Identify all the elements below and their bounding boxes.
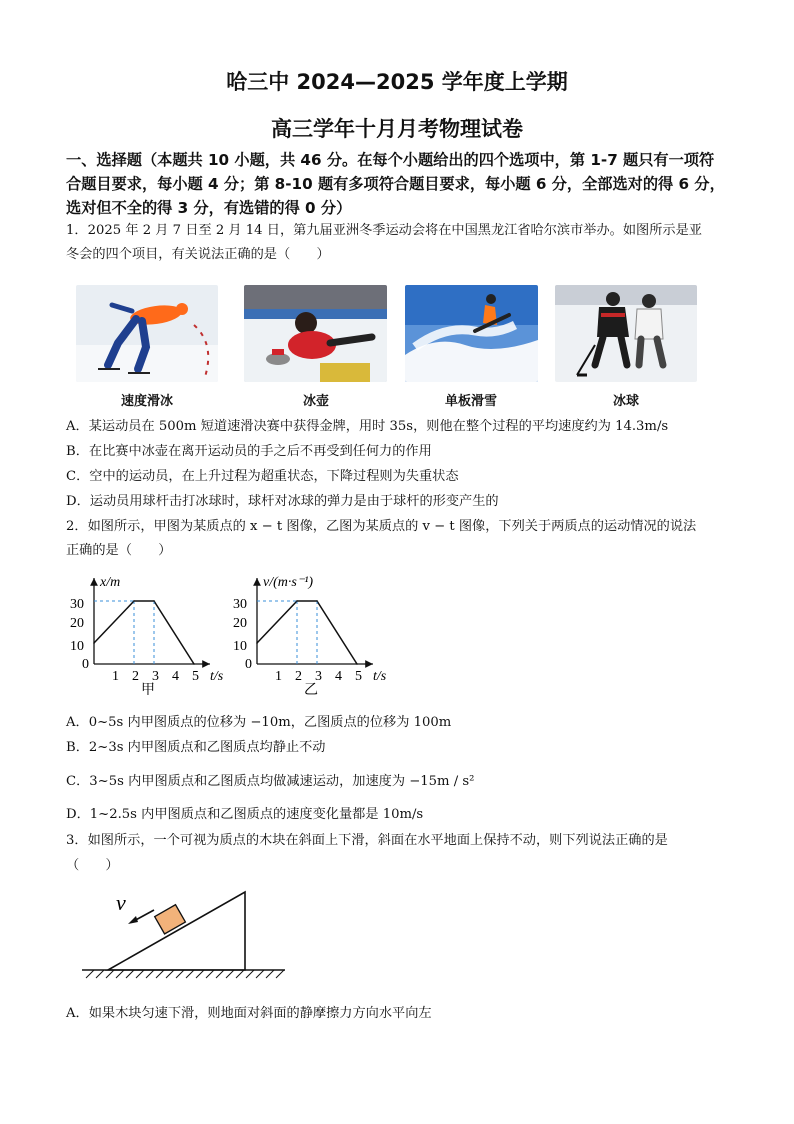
x-tick-label: 2 — [295, 669, 302, 684]
y-tick-label: 20 — [70, 616, 84, 631]
graph-name: 甲 — [141, 683, 155, 695]
q2-option-d: D．1~2.5s 内甲图质点和乙图质点的速度变化量都是 10m/s — [66, 807, 424, 822]
photo-caption-2: 冰壶 — [302, 394, 329, 409]
x-tick-label: 1 — [112, 669, 119, 684]
graph-jia — [70, 570, 240, 699]
speed-skater-icon — [76, 285, 218, 382]
data-point — [256, 642, 258, 644]
photo-caption-4: 冰球 — [612, 394, 639, 409]
section-line-1: 一、选择题（本题共 10 小题，共 46 分。在每个小题给出的四个选项中，第 1-7 题只有一项符 — [66, 151, 715, 169]
y-axis-label: x/m — [100, 575, 121, 590]
q3-stem-line1: 3．如图所示，一个可视为质点的木块在斜面上下滑，斜面在水平地面上保持不动，则下列说法正确的是 — [66, 833, 668, 848]
q1-option-d: D．运动员用球杆击打冰球时，球杆对冰球的弹力是由于球杆的形变产生的 — [66, 494, 499, 509]
snowboarder-icon — [405, 285, 538, 382]
wooden-block — [155, 905, 186, 934]
q2-option-a: A．0~5s 内甲图质点的位移为 −10m，乙图质点的位移为 100m — [66, 715, 452, 730]
incline-wedge — [108, 892, 245, 970]
exam-title-line2: 高三学年十月月考物理试卷 — [271, 117, 523, 141]
y-tick-label: 10 — [233, 639, 247, 654]
q3-option-a: A．如果木块匀速下滑，则地面对斜面的静摩擦力方向水平向左 — [66, 1006, 432, 1021]
graph-yi — [233, 570, 403, 699]
hockey-players-icon — [555, 285, 697, 382]
q3-stem-line2: （ ） — [66, 858, 119, 873]
q2-option-b: B．2~3s 内甲图质点和乙图质点均静止不动 — [66, 740, 326, 755]
incline-figure — [80, 880, 290, 984]
series-line — [257, 601, 357, 664]
photo-caption-1: 速度滑冰 — [120, 394, 173, 409]
exam-title-line1: 哈三中 2024—2025 学年度上学期 — [226, 70, 568, 94]
q1-option-a: A．某运动员在 500m 短道速滑决赛中获得金牌，用时 35s，则他在整个过程的平均速度约为 14.3m/s — [66, 419, 669, 434]
x-tick-label: 2 — [132, 669, 139, 684]
data-point — [316, 600, 318, 602]
q1-stem-line1: 1．2025 年 2 月 7 日至 2 月 14 日，第九届亚洲冬季运动会将在中国黑龙江省哈尔滨市举办。如图所示是亚 — [66, 223, 702, 238]
q1-option-b: B．在比赛中冰壶在离开运动员的手之后不再受到任何力的作用 — [66, 444, 432, 459]
q1-stem-line2: 冬会的四个项目，有关说法正确的是（ ） — [66, 247, 330, 262]
y-tick-label: 30 — [233, 597, 247, 612]
x-tick-label: 3 — [315, 669, 322, 684]
origin-label: 0 — [82, 657, 89, 672]
velocity-arrowhead — [128, 916, 138, 924]
x-tick-label: 4 — [172, 669, 179, 684]
x-tick-label: 5 — [355, 669, 362, 684]
q2-stem-line1: 2．如图所示，甲图为某质点的 x − t 图像，乙图为某质点的 v − t 图像，下列关于两质点的运动情况的说法 — [66, 519, 697, 534]
data-point — [296, 600, 298, 602]
graph-name: 乙 — [304, 683, 318, 695]
data-point — [193, 663, 195, 665]
q1-option-c: C．空中的运动员，在上升过程为超重状态，下降过程则为失重状态 — [66, 469, 459, 484]
curler-icon — [244, 285, 387, 382]
data-point — [153, 600, 155, 602]
origin-label: 0 — [245, 657, 252, 672]
x-axis-label: t/s — [210, 669, 224, 684]
photo-caption-3: 单板滑雪 — [444, 394, 497, 409]
section-instructions — [66, 148, 736, 220]
y-tick-label: 30 — [70, 597, 84, 612]
data-point — [93, 642, 95, 644]
section-line-2: 合题目要求，每小题 4 分；第 8-10 题有多项符合题目要求，每小题 6 分，全部选对的得 6 分， — [66, 175, 725, 193]
q2-option-c: C．3~5s 内甲图质点和乙图质点均做减速运动，加速度为 −15m / s² — [66, 774, 475, 789]
x-axis-label: t/s — [373, 669, 387, 684]
x-tick-label: 4 — [335, 669, 342, 684]
y-axis-label: v/(m·s⁻¹) — [263, 575, 314, 590]
ground-hatching — [86, 970, 284, 978]
y-tick-label: 20 — [233, 616, 247, 631]
x-tick-label: 1 — [275, 669, 282, 684]
data-point — [356, 663, 358, 665]
x-tick-label: 5 — [192, 669, 199, 684]
velocity-label: v — [116, 890, 126, 915]
section-line-3: 选对但不全的得 3 分，有选错的得 0 分） — [66, 199, 352, 217]
data-point — [133, 600, 135, 602]
x-tick-label: 3 — [152, 669, 159, 684]
series-line — [94, 601, 194, 664]
y-tick-label: 10 — [70, 639, 84, 654]
q2-stem-line2: 正确的是（ ） — [66, 543, 172, 558]
